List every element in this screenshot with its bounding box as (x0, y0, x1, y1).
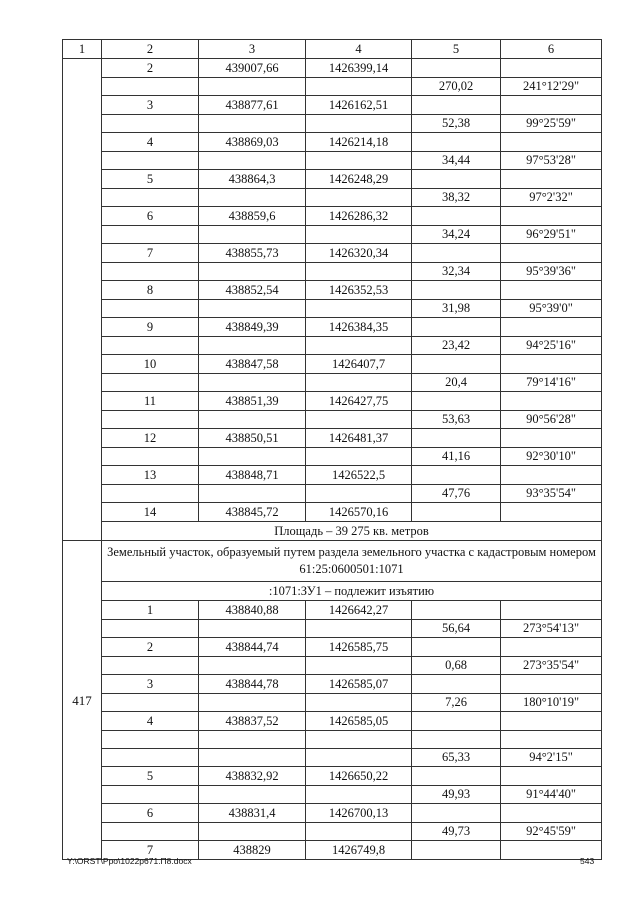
angle-cell (501, 59, 602, 78)
table-row-segment (63, 226, 602, 244)
point-number (102, 374, 199, 392)
area-total: Площадь – 39 275 кв. метров (102, 522, 602, 541)
x-coordinate: 438859,6 (199, 207, 306, 226)
x-coordinate: 438849,39 (199, 318, 306, 337)
point-number (102, 657, 199, 675)
point-number: 6 (102, 804, 199, 823)
column-header: 2 (102, 40, 199, 59)
point-number: 7 (102, 841, 199, 860)
table-row (63, 503, 602, 522)
segment-length: 32,34 (412, 263, 501, 281)
point-number: 3 (102, 96, 199, 115)
point-number: 6 (102, 207, 199, 226)
y-coordinate (306, 411, 412, 429)
segment-length: 0,68 (412, 657, 501, 675)
table-row (63, 170, 602, 189)
direction-angle: 92°30'10" (501, 448, 602, 466)
direction-angle: 79°14'16" (501, 374, 602, 392)
point-number (102, 694, 199, 712)
table-row (63, 318, 602, 337)
x-coordinate (199, 485, 306, 503)
segment-length: 49,93 (412, 786, 501, 804)
table-row (63, 638, 602, 657)
column-header: 4 (306, 40, 412, 59)
point-number (102, 78, 199, 96)
y-coordinate (306, 749, 412, 767)
direction-angle: 96°29'51" (501, 226, 602, 244)
x-coordinate (199, 411, 306, 429)
segment-length: 47,76 (412, 485, 501, 503)
point-number: 14 (102, 503, 199, 522)
table-row (63, 96, 602, 115)
direction-angle: 97°53'28" (501, 152, 602, 170)
point-number (102, 152, 199, 170)
point-number (102, 786, 199, 804)
segment-length: 53,63 (412, 411, 501, 429)
point-number (102, 620, 199, 638)
point-number: 2 (102, 59, 199, 78)
angle-cell (501, 355, 602, 374)
x-coordinate: 438831,4 (199, 804, 306, 823)
y-coordinate (306, 300, 412, 318)
y-coordinate (306, 620, 412, 638)
angle-cell (501, 170, 602, 189)
angle-cell (501, 318, 602, 337)
distance-cell (412, 170, 501, 189)
table-row (63, 59, 602, 78)
angle-cell (501, 638, 602, 657)
segment-length: 41,16 (412, 448, 501, 466)
x-coordinate (199, 226, 306, 244)
direction-angle: 94°2'15" (501, 749, 602, 767)
distance-cell (412, 841, 501, 860)
y-coordinate: 1426481,37 (306, 429, 412, 448)
table-row (63, 466, 602, 485)
segment-length: 270,02 (412, 78, 501, 96)
x-coordinate (199, 78, 306, 96)
angle-cell (501, 767, 602, 786)
distance-cell (412, 244, 501, 263)
point-number (102, 448, 199, 466)
y-coordinate (306, 823, 412, 841)
segment-length: 65,33 (412, 749, 501, 767)
segment-length: 31,98 (412, 300, 501, 318)
segment-length: 34,44 (412, 152, 501, 170)
distance-cell (412, 133, 501, 152)
point-number (102, 189, 199, 207)
table-row (63, 429, 602, 448)
table-row (63, 712, 602, 731)
x-coordinate: 438847,58 (199, 355, 306, 374)
x-coordinate: 438851,39 (199, 392, 306, 411)
y-coordinate (306, 226, 412, 244)
direction-angle: 94°25'16" (501, 337, 602, 355)
distance-cell (412, 466, 501, 485)
point-number: 13 (102, 466, 199, 485)
angle-cell (501, 503, 602, 522)
section-subtitle-row (63, 582, 602, 601)
x-coordinate: 438840,88 (199, 601, 306, 620)
section-title-row (63, 541, 602, 582)
segment-length: 56,64 (412, 620, 501, 638)
distance-cell (412, 503, 501, 522)
point-number (102, 731, 199, 749)
point-number: 11 (102, 392, 199, 411)
distance-cell (412, 59, 501, 78)
distance-cell (412, 392, 501, 411)
x-coordinate: 438832,92 (199, 767, 306, 786)
x-coordinate (199, 823, 306, 841)
x-coordinate: 438829 (199, 841, 306, 860)
table-row-segment (63, 411, 602, 429)
direction-angle: 273°54'13" (501, 620, 602, 638)
x-coordinate (199, 374, 306, 392)
table-row-segment (63, 78, 602, 96)
x-coordinate (199, 694, 306, 712)
direction-angle: 180°10'19" (501, 694, 602, 712)
table-row-segment (63, 115, 602, 133)
area-row (63, 522, 602, 541)
x-coordinate: 438869,03 (199, 133, 306, 152)
y-coordinate: 1426522,5 (306, 466, 412, 485)
distance-cell (412, 601, 501, 620)
x-coordinate: 438845,72 (199, 503, 306, 522)
angle-cell (501, 207, 602, 226)
x-coordinate (199, 337, 306, 355)
distance-cell (412, 207, 501, 226)
y-coordinate (306, 78, 412, 96)
x-coordinate (199, 300, 306, 318)
table-row-segment (63, 749, 602, 767)
table-row (63, 207, 602, 226)
table-row (63, 355, 602, 374)
direction-angle: 92°45'59" (501, 823, 602, 841)
point-number (102, 411, 199, 429)
direction-angle (501, 731, 602, 749)
segment-length: 20,4 (412, 374, 501, 392)
y-coordinate: 1426407,7 (306, 355, 412, 374)
table-row-segment (63, 374, 602, 392)
angle-cell (501, 466, 602, 485)
angle-cell (501, 281, 602, 300)
y-coordinate: 1426248,29 (306, 170, 412, 189)
point-number: 5 (102, 767, 199, 786)
table-row-segment (63, 657, 602, 675)
column-header: 5 (412, 40, 501, 59)
table-row-segment (63, 731, 602, 749)
angle-cell (501, 429, 602, 448)
x-coordinate: 438852,54 (199, 281, 306, 300)
table-row-segment (63, 263, 602, 281)
y-coordinate: 1426700,13 (306, 804, 412, 823)
plot-number: 417 (63, 541, 102, 860)
point-number: 4 (102, 133, 199, 152)
angle-cell (501, 244, 602, 263)
x-coordinate (199, 448, 306, 466)
y-coordinate (306, 731, 412, 749)
x-coordinate (199, 263, 306, 281)
direction-angle: 273°35'54" (501, 657, 602, 675)
table-row (63, 281, 602, 300)
direction-angle: 93°35'54" (501, 485, 602, 503)
segment-length: 23,42 (412, 337, 501, 355)
angle-cell (501, 133, 602, 152)
x-coordinate (199, 189, 306, 207)
direction-angle: 241°12'29" (501, 78, 602, 96)
y-coordinate: 1426399,14 (306, 59, 412, 78)
y-coordinate (306, 152, 412, 170)
y-coordinate (306, 485, 412, 503)
header-row (63, 40, 602, 59)
table-row (63, 767, 602, 786)
point-number (102, 485, 199, 503)
distance-cell (412, 281, 501, 300)
y-coordinate: 1426214,18 (306, 133, 412, 152)
y-coordinate (306, 189, 412, 207)
footer-file-path: Y:\ORST\Ppo\1022p671.П8.docx (67, 856, 192, 866)
x-coordinate (199, 731, 306, 749)
direction-angle: 90°56'28" (501, 411, 602, 429)
table-row (63, 675, 602, 694)
y-coordinate: 1426749,8 (306, 841, 412, 860)
direction-angle: 97°2'32" (501, 189, 602, 207)
y-coordinate (306, 115, 412, 133)
distance-cell (412, 675, 501, 694)
x-coordinate (199, 115, 306, 133)
y-coordinate (306, 786, 412, 804)
table-row-segment (63, 620, 602, 638)
table-row (63, 244, 602, 263)
point-number (102, 263, 199, 281)
y-coordinate (306, 337, 412, 355)
distance-cell (412, 804, 501, 823)
y-coordinate: 1426384,35 (306, 318, 412, 337)
point-number (102, 749, 199, 767)
direction-angle: 95°39'36" (501, 263, 602, 281)
x-coordinate (199, 749, 306, 767)
distance-cell (412, 767, 501, 786)
distance-cell (412, 429, 501, 448)
table-row-segment (63, 337, 602, 355)
plot-number-cell (63, 59, 102, 541)
y-coordinate (306, 374, 412, 392)
segment-length: 52,38 (412, 115, 501, 133)
column-header: 1 (63, 40, 102, 59)
y-coordinate (306, 694, 412, 712)
point-number: 8 (102, 281, 199, 300)
y-coordinate (306, 448, 412, 466)
distance-cell (412, 712, 501, 731)
y-coordinate: 1426642,27 (306, 601, 412, 620)
table-row-segment (63, 786, 602, 804)
angle-cell (501, 675, 602, 694)
x-coordinate: 438837,52 (199, 712, 306, 731)
section-subtitle: :1071:ЗУ1 – подлежит изъятию (102, 582, 602, 601)
point-number: 10 (102, 355, 199, 374)
coordinates-table (62, 39, 602, 860)
x-coordinate: 438855,73 (199, 244, 306, 263)
point-number: 3 (102, 675, 199, 694)
angle-cell (501, 96, 602, 115)
point-number: 12 (102, 429, 199, 448)
segment-length: 38,32 (412, 189, 501, 207)
column-header: 6 (501, 40, 602, 59)
y-coordinate: 1426585,07 (306, 675, 412, 694)
x-coordinate: 438864,3 (199, 170, 306, 189)
table-row-segment (63, 152, 602, 170)
direction-angle: 99°25'59" (501, 115, 602, 133)
point-number: 5 (102, 170, 199, 189)
point-number (102, 115, 199, 133)
x-coordinate (199, 786, 306, 804)
x-coordinate: 438877,61 (199, 96, 306, 115)
distance-cell (412, 355, 501, 374)
x-coordinate: 438844,74 (199, 638, 306, 657)
point-number (102, 337, 199, 355)
table-row (63, 601, 602, 620)
y-coordinate: 1426570,16 (306, 503, 412, 522)
footer-page-number: 543 (580, 856, 595, 866)
table-row-segment (63, 823, 602, 841)
point-number: 9 (102, 318, 199, 337)
table-row-segment (63, 694, 602, 712)
direction-angle: 95°39'0" (501, 300, 602, 318)
point-number (102, 300, 199, 318)
point-number: 2 (102, 638, 199, 657)
table-row-segment (63, 485, 602, 503)
table-row-segment (63, 300, 602, 318)
segment-length (412, 731, 501, 749)
segment-length: 34,24 (412, 226, 501, 244)
point-number: 1 (102, 601, 199, 620)
y-coordinate (306, 657, 412, 675)
table-row (63, 804, 602, 823)
distance-cell (412, 96, 501, 115)
x-coordinate: 438850,51 (199, 429, 306, 448)
direction-angle: 91°44'40" (501, 786, 602, 804)
distance-cell (412, 318, 501, 337)
y-coordinate: 1426320,34 (306, 244, 412, 263)
y-coordinate: 1426162,51 (306, 96, 412, 115)
angle-cell (501, 392, 602, 411)
angle-cell (501, 712, 602, 731)
table-row (63, 392, 602, 411)
x-coordinate (199, 657, 306, 675)
point-number (102, 226, 199, 244)
x-coordinate: 438844,78 (199, 675, 306, 694)
x-coordinate (199, 152, 306, 170)
angle-cell (501, 804, 602, 823)
y-coordinate: 1426585,75 (306, 638, 412, 657)
x-coordinate: 439007,66 (199, 59, 306, 78)
point-number: 7 (102, 244, 199, 263)
y-coordinate: 1426427,75 (306, 392, 412, 411)
table-row-segment (63, 448, 602, 466)
y-coordinate: 1426650,22 (306, 767, 412, 786)
point-number: 4 (102, 712, 199, 731)
distance-cell (412, 638, 501, 657)
y-coordinate: 1426286,32 (306, 207, 412, 226)
point-number (102, 823, 199, 841)
segment-length: 7,26 (412, 694, 501, 712)
y-coordinate (306, 263, 412, 281)
section-title: Земельный участок, образуемый путем раздела земельного участка с кадастровым номером 61:25:0600501:1071 (102, 541, 602, 582)
angle-cell (501, 601, 602, 620)
x-coordinate (199, 620, 306, 638)
segment-length: 49,73 (412, 823, 501, 841)
column-header: 3 (199, 40, 306, 59)
x-coordinate: 438848,71 (199, 466, 306, 485)
y-coordinate: 1426585,05 (306, 712, 412, 731)
table-row-segment (63, 189, 602, 207)
table-row (63, 133, 602, 152)
y-coordinate: 1426352,53 (306, 281, 412, 300)
